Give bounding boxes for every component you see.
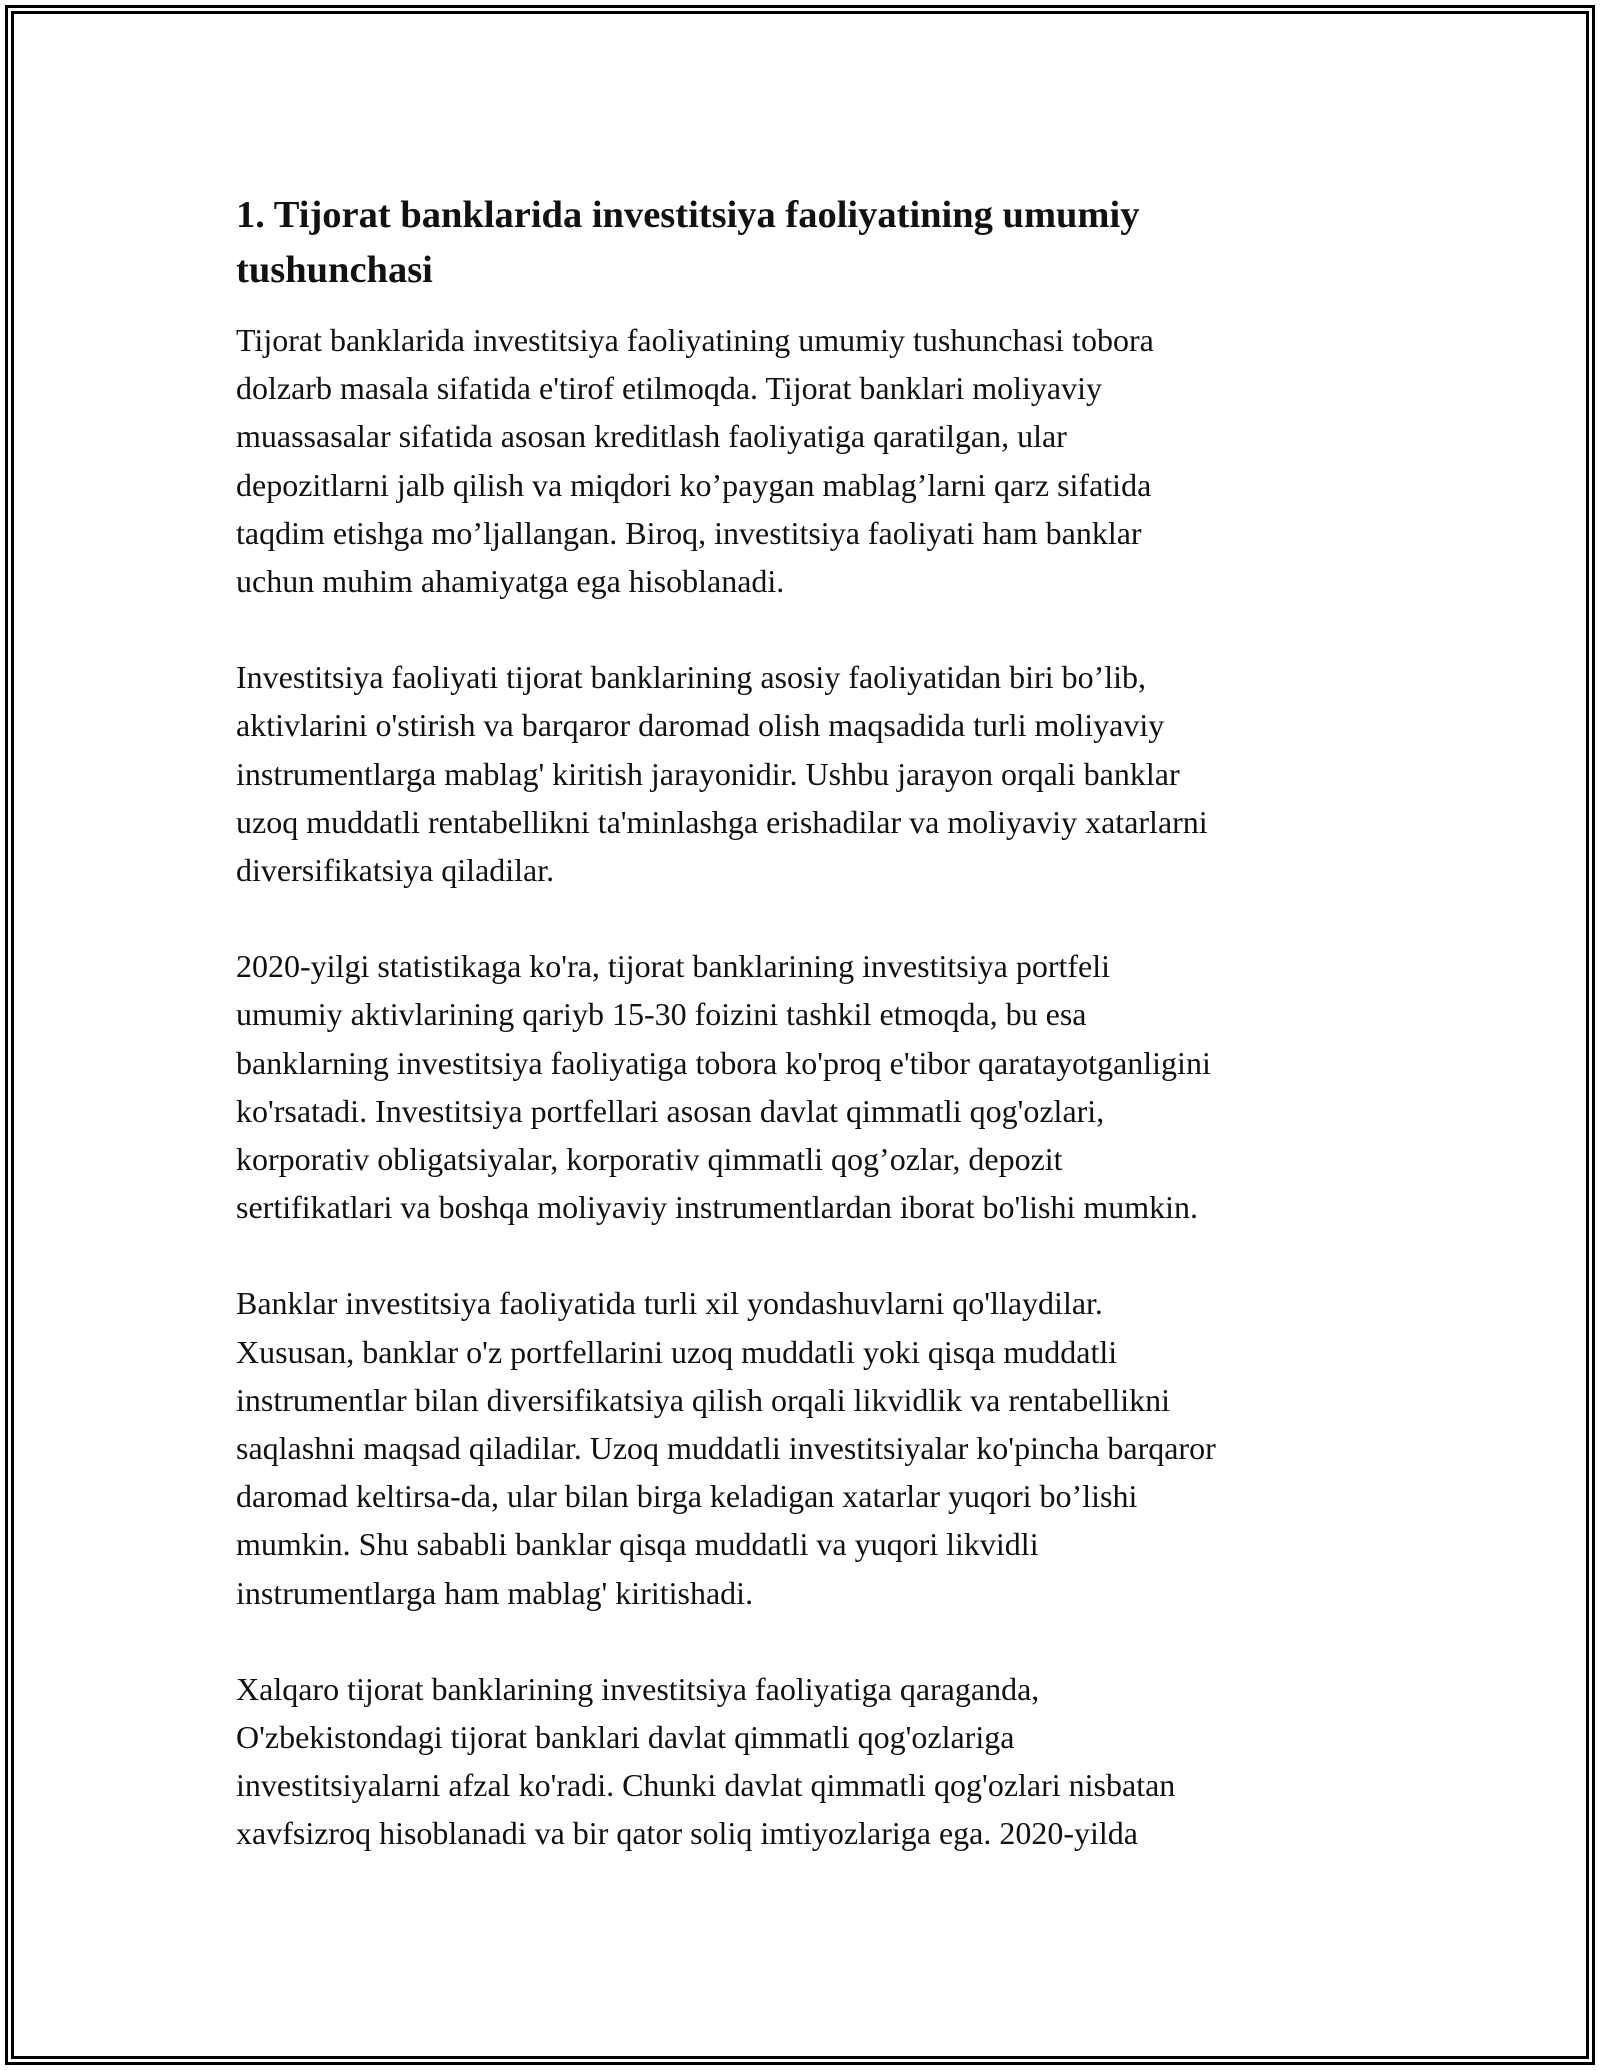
- paragraph-1: [236, 316, 1376, 605]
- text-line: Banklar investitsiya faoliyatida turli xil yondashuvlarni qo'llaydilar.: [236, 1285, 1103, 1322]
- text-line: daromad keltirsa-da, ular bilan birga keladigan xatarlar yuqori bo’lishi: [236, 1478, 1138, 1515]
- document-body: [236, 188, 1376, 1906]
- text-line: dolzarb masala sifatida e'tirof etilmoqda. Tijorat banklari moliyaviy: [236, 370, 1102, 407]
- text-line: mumkin. Shu sababli banklar qisqa muddatli va yuqori likvidli: [236, 1526, 1039, 1563]
- text-line: Tijorat banklarida investitsiya faoliyatining umumiy tushunchasi tobora: [236, 322, 1154, 358]
- text-line: instrumentlarga mablag' kiritish jarayonidir. Ushbu jarayon orqali banklar: [236, 755, 1180, 792]
- paragraph-5: [236, 1665, 1376, 1858]
- paragraph-3: [236, 942, 1376, 1231]
- text-line: uchun muhim ahamiyatga ega hisoblanadi.: [236, 563, 785, 600]
- text-line: instrumentlarga ham mablag' kiritishadi.: [236, 1574, 754, 1611]
- paragraph-4: [236, 1279, 1376, 1616]
- text-line: investitsiyalarni afzal ko'radi. Chunki davlat qimmatli qog'ozlari nisbatan: [236, 1767, 1176, 1804]
- text-line: korporativ obligatsiyalar, korporativ qimmatli qog’ozlar, depozit: [236, 1141, 1063, 1178]
- heading-line: tushunchasi: [236, 249, 433, 291]
- text-line: instrumentlar bilan diversifikatsiya qilish orqali likvidlik va rentabellikni: [236, 1381, 1171, 1418]
- section-heading: [236, 188, 1376, 298]
- text-line: 2020-yilgi statistikaga ko'ra, tijorat banklarining investitsiya portfeli: [236, 948, 1111, 985]
- text-line: depozitlarni jalb qilish va miqdori ko’paygan mablag’larni qarz sifatida: [236, 466, 1152, 503]
- text-line: Investitsiya faoliyati tijorat banklarining asosiy faoliyatidan biri bo’lib,: [236, 659, 1147, 696]
- text-line: muassasalar sifatida asosan kreditlash faoliyatiga qaratilgan, ular: [236, 418, 1067, 455]
- text-line: sertifikatlari va boshqa moliyaviy instrumentlardan iborat bo'lishi mumkin.: [236, 1189, 1199, 1226]
- text-line: O'zbekistondagi tijorat banklari davlat qimmatli qog'ozlariga: [236, 1719, 1015, 1756]
- text-line: ko'rsatadi. Investitsiya portfellari asosan davlat qimmatli qog'ozlari,: [236, 1092, 1105, 1129]
- text-line: uzoq muddatli rentabellikni ta'minlashga erishadilar va moliyaviy xatarlarni: [236, 803, 1208, 840]
- text-line: saqlashni maqsad qiladilar. Uzoq muddatli investitsiyalar ko'pincha barqaror: [236, 1430, 1216, 1467]
- text-line: aktivlarini o'stirish va barqaror daromad olish maqsadida turli moliyaviy: [236, 707, 1165, 744]
- text-line: banklarning investitsiya faoliyatiga tobora ko'proq e'tibor qaratayotganligini: [236, 1044, 1211, 1081]
- text-line: diversifikatsiya qiladilar.: [236, 852, 555, 889]
- heading-line: 1. Tijorat banklarida investitsiya faoliyatining umumiy: [236, 194, 1140, 236]
- text-line: Xususan, banklar o'z portfellarini uzoq muddatli yoki qisqa muddatli: [236, 1333, 1118, 1370]
- paragraph-2: [236, 653, 1376, 894]
- text-line: xavfsizroq hisoblanadi va bir qator soliq imtiyozlariga ega. 2020-yilda: [236, 1815, 1138, 1852]
- text-line: Xalqaro tijorat banklarining investitsiya faoliyatiga qaraganda,: [236, 1670, 1040, 1707]
- text-line: umumiy aktivlarining qariyb 15-30 foizini tashkil etmoqda, bu esa: [236, 996, 1087, 1033]
- text-line: taqdim etishga mo’ljallangan. Biroq, investitsiya faoliyati ham banklar: [236, 514, 1142, 551]
